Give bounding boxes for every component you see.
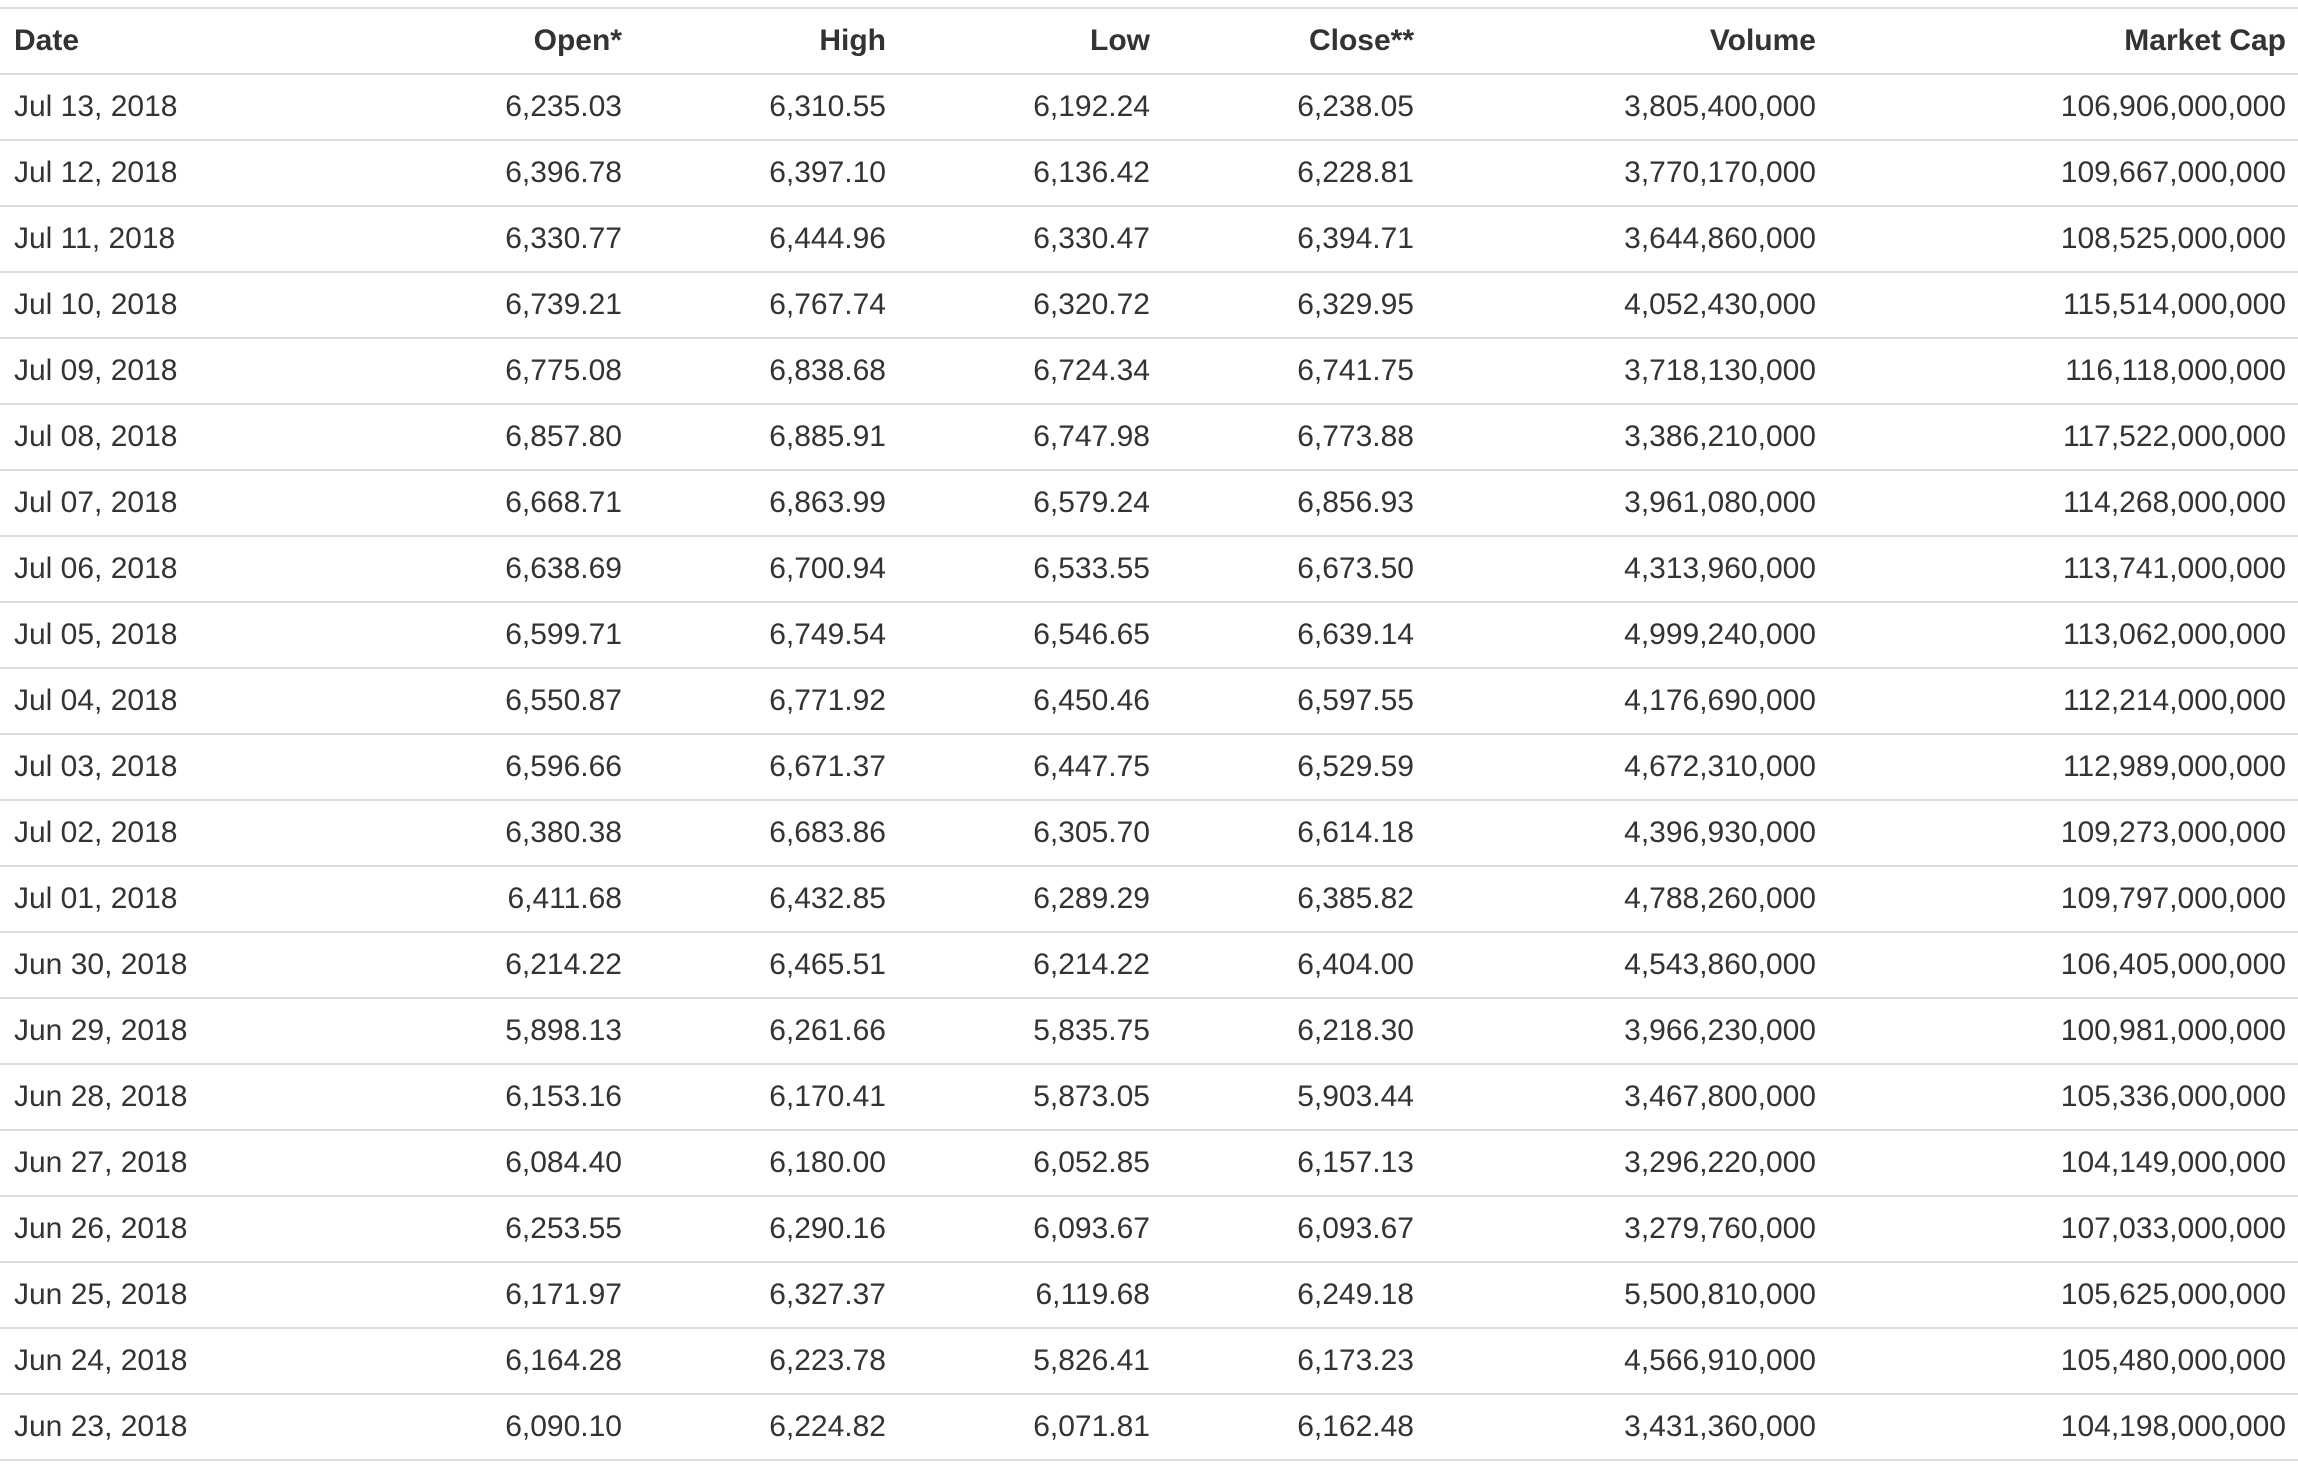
table-row <box>0 734 2298 800</box>
cell-low: 6,119.68 <box>898 1262 1162 1328</box>
cell-open: 6,638.69 <box>300 536 634 602</box>
cell-high: 6,885.91 <box>634 404 898 470</box>
cell-market-cap: 104,149,000,000 <box>1828 1130 2298 1196</box>
cell-market-cap: 107,033,000,000 <box>1828 1196 2298 1262</box>
cell-low: 6,450.46 <box>898 668 1162 734</box>
cell-low: 5,835.75 <box>898 998 1162 1064</box>
cell-date: Jul 10, 2018 <box>0 272 300 338</box>
table-row <box>0 272 2298 338</box>
cell-date: Jul 03, 2018 <box>0 734 300 800</box>
cell-market-cap: 116,118,000,000 <box>1828 338 2298 404</box>
cell-volume: 3,431,360,000 <box>1426 1394 1828 1460</box>
column-header-close[interactable]: Close** <box>1162 8 1426 74</box>
cell-volume: 4,396,930,000 <box>1426 800 1828 866</box>
cell-open: 6,380.38 <box>300 800 634 866</box>
table-row <box>0 1130 2298 1196</box>
cell-high: 6,170.41 <box>634 1064 898 1130</box>
table-row <box>0 866 2298 932</box>
cell-low: 6,447.75 <box>898 734 1162 800</box>
cell-high: 6,465.51 <box>634 932 898 998</box>
cell-open: 6,330.77 <box>300 206 634 272</box>
cell-open: 6,153.16 <box>300 1064 634 1130</box>
table-row <box>0 668 2298 734</box>
cell-low: 6,136.42 <box>898 140 1162 206</box>
cell-low: 6,320.72 <box>898 272 1162 338</box>
cell-high: 6,771.92 <box>634 668 898 734</box>
table-row <box>0 1394 2298 1460</box>
cell-date: Jul 05, 2018 <box>0 602 300 668</box>
cell-close: 6,249.18 <box>1162 1262 1426 1328</box>
cell-close: 6,614.18 <box>1162 800 1426 866</box>
column-header-low[interactable]: Low <box>898 8 1162 74</box>
cell-close: 6,218.30 <box>1162 998 1426 1064</box>
cell-close: 6,394.71 <box>1162 206 1426 272</box>
cell-low: 6,214.22 <box>898 932 1162 998</box>
cell-close: 6,093.67 <box>1162 1196 1426 1262</box>
cell-market-cap: 109,273,000,000 <box>1828 800 2298 866</box>
table-row <box>0 470 2298 536</box>
cell-low: 6,330.47 <box>898 206 1162 272</box>
cell-date: Jul 06, 2018 <box>0 536 300 602</box>
table-row <box>0 206 2298 272</box>
cell-high: 6,671.37 <box>634 734 898 800</box>
cell-open: 6,857.80 <box>300 404 634 470</box>
cell-low: 6,546.65 <box>898 602 1162 668</box>
cell-market-cap: 106,906,000,000 <box>1828 74 2298 140</box>
cell-volume: 4,313,960,000 <box>1426 536 1828 602</box>
table-row <box>0 800 2298 866</box>
cell-volume: 3,386,210,000 <box>1426 404 1828 470</box>
cell-volume: 5,500,810,000 <box>1426 1262 1828 1328</box>
cell-low: 6,305.70 <box>898 800 1162 866</box>
cell-volume: 4,566,910,000 <box>1426 1328 1828 1394</box>
cell-close: 6,856.93 <box>1162 470 1426 536</box>
cell-high: 6,444.96 <box>634 206 898 272</box>
table-header <box>0 8 2298 74</box>
cell-open: 6,164.28 <box>300 1328 634 1394</box>
cell-open: 6,171.97 <box>300 1262 634 1328</box>
cell-volume: 3,467,800,000 <box>1426 1064 1828 1130</box>
table-row <box>0 932 2298 998</box>
cell-open: 6,668.71 <box>300 470 634 536</box>
cell-high: 6,397.10 <box>634 140 898 206</box>
cell-high: 6,290.16 <box>634 1196 898 1262</box>
cell-volume: 3,770,170,000 <box>1426 140 1828 206</box>
cell-market-cap: 100,981,000,000 <box>1828 998 2298 1064</box>
cell-volume: 3,296,220,000 <box>1426 1130 1828 1196</box>
cell-market-cap: 108,525,000,000 <box>1828 206 2298 272</box>
cell-market-cap: 109,667,000,000 <box>1828 140 2298 206</box>
table-row <box>0 140 2298 206</box>
cell-market-cap: 105,480,000,000 <box>1828 1328 2298 1394</box>
cell-low: 6,093.67 <box>898 1196 1162 1262</box>
cell-date: Jul 07, 2018 <box>0 470 300 536</box>
cell-volume: 3,644,860,000 <box>1426 206 1828 272</box>
cell-market-cap: 113,062,000,000 <box>1828 602 2298 668</box>
cell-date: Jun 25, 2018 <box>0 1262 300 1328</box>
table-row <box>0 1064 2298 1130</box>
column-header-volume[interactable]: Volume <box>1426 8 1828 74</box>
cell-low: 6,192.24 <box>898 74 1162 140</box>
cell-close: 6,162.48 <box>1162 1394 1426 1460</box>
cell-low: 6,289.29 <box>898 866 1162 932</box>
cell-high: 6,261.66 <box>634 998 898 1064</box>
cell-close: 6,238.05 <box>1162 74 1426 140</box>
table-row <box>0 1196 2298 1262</box>
cell-close: 6,228.81 <box>1162 140 1426 206</box>
cell-high: 6,180.00 <box>634 1130 898 1196</box>
cell-volume: 4,999,240,000 <box>1426 602 1828 668</box>
cell-close: 6,639.14 <box>1162 602 1426 668</box>
cell-close: 6,597.55 <box>1162 668 1426 734</box>
cell-date: Jun 28, 2018 <box>0 1064 300 1130</box>
cell-close: 6,404.00 <box>1162 932 1426 998</box>
cell-low: 5,826.41 <box>898 1328 1162 1394</box>
cell-high: 6,749.54 <box>634 602 898 668</box>
cell-date: Jul 11, 2018 <box>0 206 300 272</box>
cell-close: 6,157.13 <box>1162 1130 1426 1196</box>
cell-close: 6,385.82 <box>1162 866 1426 932</box>
cell-market-cap: 112,989,000,000 <box>1828 734 2298 800</box>
cell-open: 6,739.21 <box>300 272 634 338</box>
table-row <box>0 404 2298 470</box>
cell-open: 6,214.22 <box>300 932 634 998</box>
cell-open: 6,596.66 <box>300 734 634 800</box>
table-row <box>0 338 2298 404</box>
cell-date: Jun 23, 2018 <box>0 1394 300 1460</box>
cell-market-cap: 106,405,000,000 <box>1828 932 2298 998</box>
cell-market-cap: 112,214,000,000 <box>1828 668 2298 734</box>
cell-date: Jun 29, 2018 <box>0 998 300 1064</box>
column-header-market-cap[interactable]: Market Cap <box>1828 8 2298 74</box>
cell-open: 6,599.71 <box>300 602 634 668</box>
cell-date: Jul 04, 2018 <box>0 668 300 734</box>
cell-market-cap: 113,741,000,000 <box>1828 536 2298 602</box>
cell-open: 5,898.13 <box>300 998 634 1064</box>
cell-market-cap: 115,514,000,000 <box>1828 272 2298 338</box>
column-header-high[interactable]: High <box>634 8 898 74</box>
cell-date: Jul 13, 2018 <box>0 74 300 140</box>
cell-open: 6,090.10 <box>300 1394 634 1460</box>
cell-volume: 4,176,690,000 <box>1426 668 1828 734</box>
cell-close: 6,329.95 <box>1162 272 1426 338</box>
cell-volume: 3,966,230,000 <box>1426 998 1828 1064</box>
cell-high: 6,767.74 <box>634 272 898 338</box>
header-row <box>0 8 2298 74</box>
table-row <box>0 74 2298 140</box>
cell-volume: 3,718,130,000 <box>1426 338 1828 404</box>
cell-market-cap: 114,268,000,000 <box>1828 470 2298 536</box>
cell-date: Jul 02, 2018 <box>0 800 300 866</box>
cell-low: 6,052.85 <box>898 1130 1162 1196</box>
cell-high: 6,224.82 <box>634 1394 898 1460</box>
cell-low: 6,724.34 <box>898 338 1162 404</box>
cell-high: 6,327.37 <box>634 1262 898 1328</box>
table-row <box>0 1328 2298 1394</box>
cell-volume: 4,052,430,000 <box>1426 272 1828 338</box>
cell-market-cap: 105,625,000,000 <box>1828 1262 2298 1328</box>
cell-high: 6,838.68 <box>634 338 898 404</box>
cell-close: 6,173.23 <box>1162 1328 1426 1394</box>
cell-low: 5,873.05 <box>898 1064 1162 1130</box>
cell-open: 6,550.87 <box>300 668 634 734</box>
cell-open: 6,235.03 <box>300 74 634 140</box>
cell-high: 6,683.86 <box>634 800 898 866</box>
cell-date: Jun 30, 2018 <box>0 932 300 998</box>
cell-date: Jul 09, 2018 <box>0 338 300 404</box>
cell-volume: 3,961,080,000 <box>1426 470 1828 536</box>
cell-close: 6,673.50 <box>1162 536 1426 602</box>
cell-low: 6,747.98 <box>898 404 1162 470</box>
cell-high: 6,310.55 <box>634 74 898 140</box>
cell-volume: 4,788,260,000 <box>1426 866 1828 932</box>
cell-date: Jun 24, 2018 <box>0 1328 300 1394</box>
cell-close: 6,529.59 <box>1162 734 1426 800</box>
cell-high: 6,863.99 <box>634 470 898 536</box>
column-header-open[interactable]: Open* <box>300 8 634 74</box>
table-row <box>0 998 2298 1064</box>
cell-open: 6,411.68 <box>300 866 634 932</box>
cell-volume: 3,279,760,000 <box>1426 1196 1828 1262</box>
cell-market-cap: 105,336,000,000 <box>1828 1064 2298 1130</box>
cell-market-cap: 104,198,000,000 <box>1828 1394 2298 1460</box>
cell-close: 5,903.44 <box>1162 1064 1426 1130</box>
cell-market-cap: 109,797,000,000 <box>1828 866 2298 932</box>
cell-close: 6,741.75 <box>1162 338 1426 404</box>
historical-data-container <box>0 7 2298 1461</box>
cell-high: 6,223.78 <box>634 1328 898 1394</box>
historical-data-table <box>0 7 2298 1461</box>
cell-low: 6,533.55 <box>898 536 1162 602</box>
cell-volume: 4,672,310,000 <box>1426 734 1828 800</box>
column-header-date[interactable]: Date <box>0 8 300 74</box>
table-row <box>0 1262 2298 1328</box>
cell-open: 6,253.55 <box>300 1196 634 1262</box>
cell-open: 6,775.08 <box>300 338 634 404</box>
cell-date: Jul 08, 2018 <box>0 404 300 470</box>
cell-open: 6,396.78 <box>300 140 634 206</box>
cell-date: Jun 26, 2018 <box>0 1196 300 1262</box>
cell-volume: 4,543,860,000 <box>1426 932 1828 998</box>
cell-high: 6,700.94 <box>634 536 898 602</box>
cell-open: 6,084.40 <box>300 1130 634 1196</box>
table-body <box>0 74 2298 1460</box>
cell-volume: 3,805,400,000 <box>1426 74 1828 140</box>
cell-low: 6,071.81 <box>898 1394 1162 1460</box>
cell-market-cap: 117,522,000,000 <box>1828 404 2298 470</box>
cell-close: 6,773.88 <box>1162 404 1426 470</box>
cell-date: Jul 12, 2018 <box>0 140 300 206</box>
cell-date: Jun 27, 2018 <box>0 1130 300 1196</box>
table-row <box>0 602 2298 668</box>
cell-high: 6,432.85 <box>634 866 898 932</box>
table-row <box>0 536 2298 602</box>
cell-low: 6,579.24 <box>898 470 1162 536</box>
cell-date: Jul 01, 2018 <box>0 866 300 932</box>
